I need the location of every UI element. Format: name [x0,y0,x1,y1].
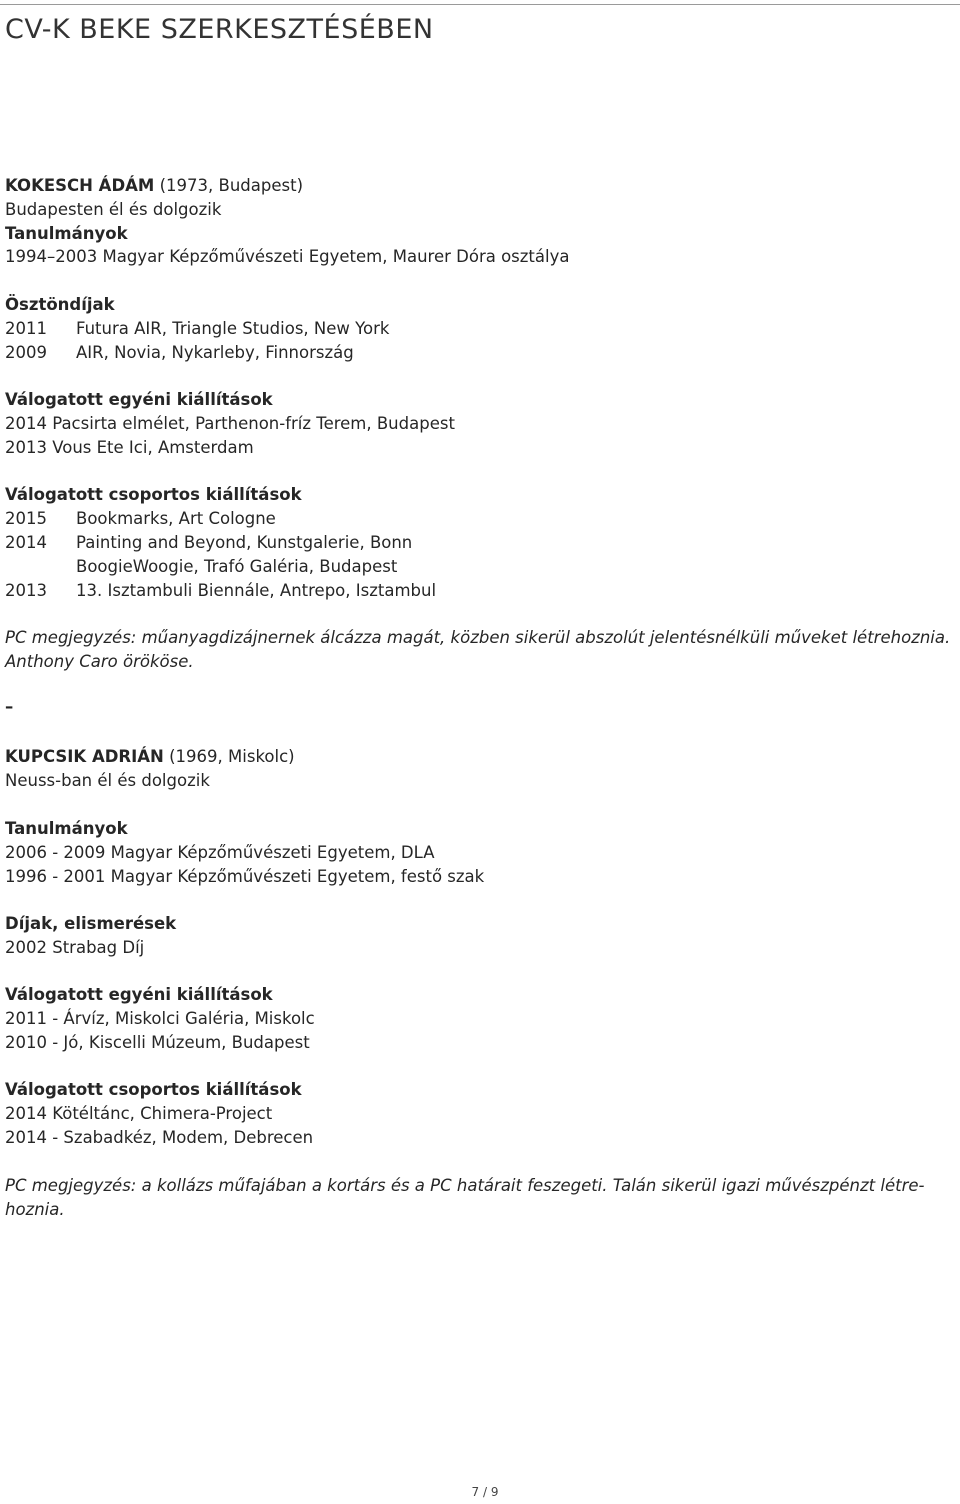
artist-1-solo-heading: Válogatott egyéni kiállítások [5,390,273,409]
artist-1-grant-item [5,318,389,340]
artist-1-study-item: 1994–2003 Magyar Képzőművészeti Egyetem, Maurer Dóra osztálya [5,247,570,266]
artist-1-note: PC megjegyzés: műanyagdizájnernek álcázza magát, közben sikerül abszolút jelentésnélküli műveket létrehoznia. [5,628,951,647]
page-number: 7 / 9 [471,1485,499,1499]
artist-1-group-item [5,532,412,554]
page-title: CV-K BEKE SZERKESZTÉSÉBEN [5,14,434,45]
artist-2-name: KUPCSIK ADRIÁN [5,747,164,766]
artist-2-studies-heading: Tanulmányok [5,819,128,838]
artist-2-award-item: 2002 Strabag Díj [5,938,145,957]
artist-1-group-item [5,508,276,530]
artist-1-studies-heading: Tanulmányok [5,224,128,243]
artist-1-heading [5,175,303,197]
artist-1-birth: (1973, Budapest) [159,176,304,195]
grant-year: 2009 [5,343,47,362]
group-year: 2013 [5,581,47,600]
artist-2-note-cont: hoznia. [5,1200,65,1219]
artist-1-group-item [5,556,397,578]
artist-2-heading [5,746,295,768]
group-text: Bookmarks, Art Cologne [76,509,276,528]
artist-1-grant-item [5,342,354,364]
artist-2-solo-item: 2011 - Árvíz, Miskolci Galéria, Miskolc [5,1009,315,1028]
group-text: Painting and Beyond, Kunstgalerie, Bonn [76,533,413,552]
group-text: BoogieWoogie, Trafó Galéria, Budapest [76,557,398,576]
section-separator: – [5,697,14,716]
artist-1-grants-heading: Ösztöndíjak [5,295,115,314]
header-rule [0,4,960,5]
artist-1-name: KOKESCH ÁDÁM [5,176,155,195]
grant-text: AIR, Novia, Nykarleby, Finnország [76,343,354,362]
artist-2-birth: (1969, Miskolc) [169,747,295,766]
artist-1-group-item [5,580,436,602]
artist-1-residence: Budapesten él és dolgozik [5,200,222,219]
group-year: 2014 [5,533,47,552]
artist-2-group-heading: Válogatott csoportos kiállítások [5,1080,302,1099]
artist-2-note: PC megjegyzés: a kollázs műfajában a kortárs és a PC határait feszegeti. Talán sikerül igazi művészpénzt létre- [5,1176,925,1195]
artist-2-awards-heading: Díjak, elismerések [5,914,177,933]
artist-1-solo-item: 2014 Pacsirta elmélet, Parthenon-fríz Terem, Budapest [5,414,455,433]
artist-1-solo-item: 2013 Vous Ete Ici, Amsterdam [5,438,254,457]
artist-2-group-item: 2014 - Szabadkéz, Modem, Debrecen [5,1128,314,1147]
grant-text: Futura AIR, Triangle Studios, New York [76,319,390,338]
artist-2-study-item: 2006 - 2009 Magyar Képzőművészeti Egyetem, DLA [5,843,435,862]
group-year: 2015 [5,509,47,528]
artist-2-solo-item: 2010 - Jó, Kiscelli Múzeum, Budapest [5,1033,310,1052]
artist-1-note-cont: Anthony Caro örököse. [5,652,194,671]
group-text: 13. Isztambuli Biennále, Antrepo, Isztambul [76,581,437,600]
artist-2-study-item: 1996 - 2001 Magyar Képzőművészeti Egyetem, festő szak [5,867,485,886]
artist-2-solo-heading: Válogatott egyéni kiállítások [5,985,273,1004]
grant-year: 2011 [5,319,47,338]
artist-1-group-heading: Válogatott csoportos kiállítások [5,485,302,504]
artist-2-group-item: 2014 Kötéltánc, Chimera-Project [5,1104,273,1123]
artist-2-residence: Neuss-ban él és dolgozik [5,771,210,790]
